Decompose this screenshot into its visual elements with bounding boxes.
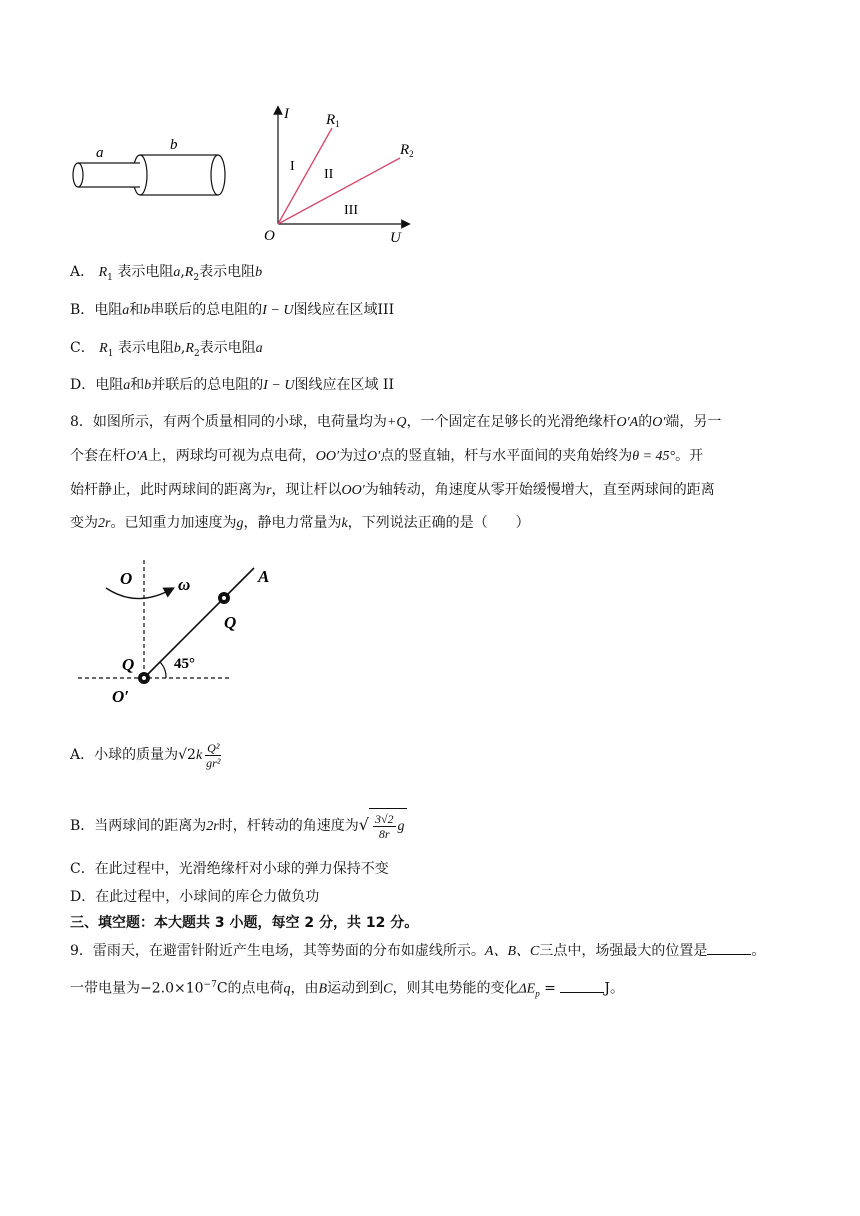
q8-stem-line-2: 个套在杆O′A上，两球均可视为点电荷，OO′为过O′点的竖直轴，杆与水平面间的夹角始终为θ = 45°。开 <box>70 448 704 464</box>
q8-option-b[interactable]: B．当两球间的距离为2r时，杆转动的角速度为√ $\frac{3√2}{8r}$ g <box>70 808 407 844</box>
q9-blank-1[interactable] <box>707 940 751 955</box>
q9-line-2: 一带电量为$-2.0\times 10^{-7}C$的点电荷q，由B运动到到C，则其电势能的变化$\Delta E_p = J$。 <box>70 974 624 1004</box>
origin-label: O <box>264 228 275 244</box>
q7-option-d[interactable]: D．电阻a和b并联后的总电阻的I − U图线应在区域 II <box>70 377 394 393</box>
lower-charge-label: Q <box>122 655 135 674</box>
axis-u-label: U <box>390 230 401 246</box>
q8-option-d[interactable]: D．在此过程中，小球间的库仑力做负功 <box>70 889 320 905</box>
region-1: I <box>290 159 295 174</box>
q7-option-a[interactable]: A． $R_1$ 表示电阻$a,R_2$表示电阻b <box>70 264 263 283</box>
resistor-cylinders-figure <box>66 135 236 205</box>
r1-label: R <box>326 112 336 128</box>
svg-text:R1 <box>325 112 340 129</box>
r2-label: R <box>400 142 410 158</box>
q8-option-c[interactable]: C．在此过程中，光滑绝缘杆对小球的弹力保持不变 <box>70 861 389 877</box>
rotating-rod-figure <box>76 556 276 716</box>
q9-line-1: 9．雷雨天，在避雷针附近产生电场，其等势面的分布如虚线所示。A、B、C三点中，场强最大的位置是 。 <box>70 940 765 963</box>
q8-stem-line-1: 8．如图所示，有两个质量相同的小球，电荷量均为+Q，一个固定在足够长的光滑绝缘杆O′A的O′端，另一 <box>70 414 722 430</box>
iu-graph-figure <box>258 100 428 250</box>
axis-i-label: I <box>284 106 289 122</box>
r1-sub: 1 <box>335 119 340 129</box>
q7-option-c[interactable]: C． $R_1$ 表示电阻$b,R_2$表示电阻a <box>70 340 263 359</box>
section-3-heading: 三、填空题：本大题共 3 小题，每空 2 分，共 12 分。 <box>70 915 419 931</box>
rod-end-a-label: A <box>258 567 270 586</box>
svg-text:R2 <box>399 142 414 159</box>
r2-sub: 2 <box>409 149 414 159</box>
label-a: a <box>96 145 104 161</box>
q8-option-a[interactable]: A．小球的质量为√2k $\frac{\text{Q²}}{\text{gr²}}$ <box>70 740 221 770</box>
q8-stem-line-4: 变为2r。已知重力加速度为g，静电力常量为k，下列说法正确的是（ ） <box>70 515 530 531</box>
region-3: III <box>344 203 358 218</box>
region-2: II <box>324 167 334 182</box>
q7-option-b[interactable]: B．电阻a和b串联后的总电阻的I − U图线应在区域III <box>70 302 395 318</box>
o-prime-label: O′ <box>112 687 130 706</box>
axis-o-label: O <box>120 569 133 588</box>
label-b: b <box>170 137 178 153</box>
omega-label: ω <box>178 575 191 594</box>
upper-charge-label: Q <box>224 613 237 632</box>
q8-stem-line-3: 始杆静止，此时两球间的距离为r，现让杆以OO′为轴转动，角速度从零开始缓慢增大，直至两球间的距离 <box>70 482 715 498</box>
angle-label: 45° <box>174 656 195 672</box>
q9-blank-2[interactable] <box>560 978 604 993</box>
